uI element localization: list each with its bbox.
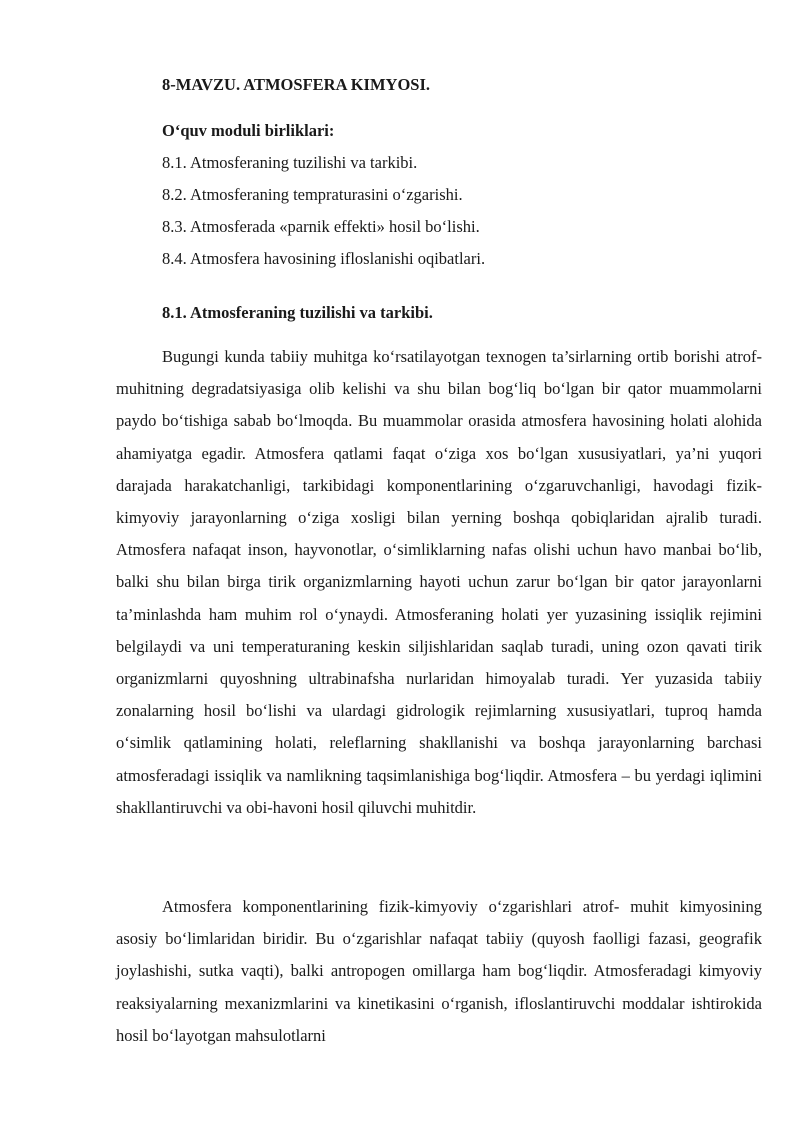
module-heading: O‘quv moduli birliklari:	[162, 121, 335, 140]
module-item: 8.3. Atmosferada «parnik effekti» hosil bo‘lishi.	[162, 217, 480, 236]
topic-title: 8-MAVZU. ATMOSFERA KIMYOSI.	[162, 75, 430, 94]
module-item: 8.1. Atmosferaning tuzilishi va tarkibi.	[162, 153, 418, 172]
section-heading: 8.1. Atmosferaning tuzilishi va tarkibi.	[162, 303, 433, 322]
module-item: 8.4. Atmosfera havosining ifloslanishi oqibatlari.	[162, 249, 486, 268]
body-paragraph: Atmosfera komponentlarining fizik-kimyoviy o‘zgarishlari atrof- muhit kimyosining asosiy bo‘limlaridan biridir. Bu o‘zgarishlar nafaqat tabiiy (quyosh faolligi fazasi, geografik joylashishi, sutka vaqti), balki antropogen omillarga ham bog‘liqdir. Atmosferadagi kimyoviy reaksiyalarning mexanizmlarini va kinetikasini o‘rganish, ifloslantiruvchi moddalar ishtirokida hosil bo‘layotgan mahsulotlarni	[116, 897, 762, 1045]
body-paragraph: Bugungi kunda tabiiy muhitga ko‘rsatilayotgan texnogen ta’sirlarning ortib borishi atrof-muhitning degradatsiyasiga olib kelishi va shu bilan bog‘liq bo‘lgan bir qator muammolarni paydo bo‘tishiga sabab bo‘lmoqda. Bu muammolar orasida atmosfera havosining holati alohida ahamiyatga egadir. Atmosfera qatlami faqat o‘ziga xos bo‘lgan xususiyatlari, ya’ni yuqori darajada harakatchanligi, tarkibidagi komponentlarining o‘zgaruvchanligi, havodagi fizik- kimyoviy jarayonlarning o‘ziga xosligi bilan yerning boshqa qobiqlaridan ajralib turadi. Atmosfera nafaqat inson, hayvonotlar, o‘simliklarning nafas olishi uchun havo manbai bo‘lib, balki shu bilan birga tirik organizmlarning hayoti uchun zarur bo‘lgan bir qator jarayonlarni ta’minlashda ham muhim rol o‘ynaydi. Atmosferaning holati yer yuzasining issiqlik rejimini belgilaydi va uni temperaturaning keskin siljishlaridan saqlab turadi, uning ozon qavati tirik organizmlarni quyoshning ultrabinafsha nurlaridan himoyalab turadi. Yer yuzasida tabiiy zonalarning hosil bo‘lishi va ulardagi gidrologik rejimlarning xususiyatlari, tuproq hamda o‘simlik qatlamining holati, releflarning shakllanishi va boshqa jarayonlarning barchasi atmosferadagi issiqlik va namlikning taqsimlanishiga bog‘liqdir. Atmosfera – bu yerdagi iqlimini shakllantiruvchi va obi-havoni hosil qiluvchi muhitdir.	[116, 347, 762, 817]
module-item: 8.2. Atmosferaning tempraturasini o‘zgarishi.	[162, 185, 463, 204]
